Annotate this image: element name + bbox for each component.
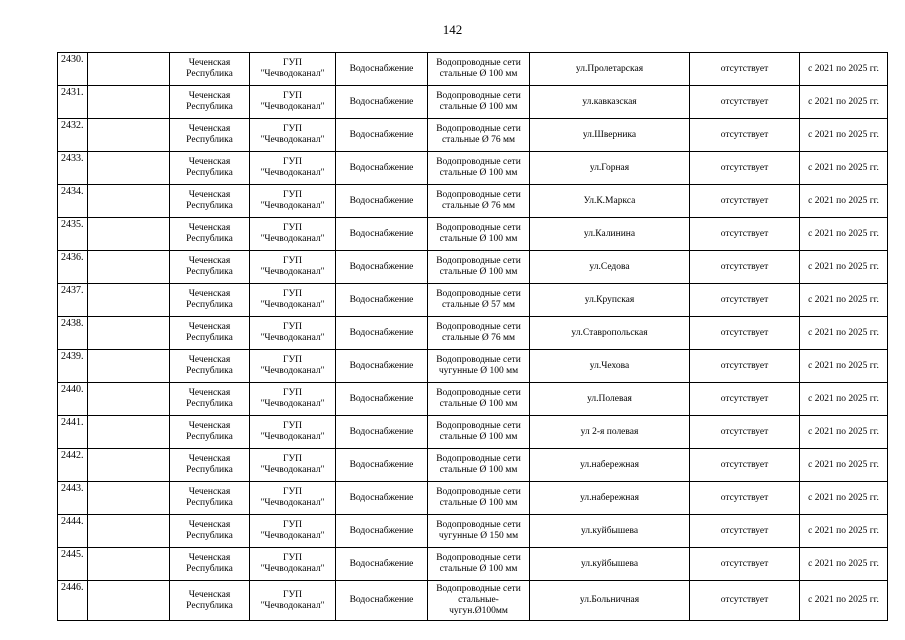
cell-service: Водоснабжение bbox=[336, 548, 428, 581]
cell-region: Чеченская Республика bbox=[170, 383, 250, 416]
cell-region: Чеченская Республика bbox=[170, 548, 250, 581]
cell-blank bbox=[88, 416, 170, 449]
cell-service: Водоснабжение bbox=[336, 218, 428, 251]
cell-street: ул.Чехова bbox=[530, 350, 690, 383]
cell-street: ул 2-я полевая bbox=[530, 416, 690, 449]
cell-street: ул.набережная bbox=[530, 482, 690, 515]
cell-blank bbox=[88, 581, 170, 621]
cell-object: Водопроводные сети стальные Ø 76 мм bbox=[428, 317, 530, 350]
cell-organization: ГУП "Чечводоканал" bbox=[250, 185, 336, 218]
cell-region: Чеченская Республика bbox=[170, 185, 250, 218]
cell-region: Чеченская Республика bbox=[170, 317, 250, 350]
cell-service: Водоснабжение bbox=[336, 581, 428, 621]
cell-object: Водопроводные сети стальные Ø 57 мм bbox=[428, 284, 530, 317]
cell-service: Водоснабжение bbox=[336, 317, 428, 350]
cell-status: отсутствует bbox=[690, 152, 800, 185]
cell-blank bbox=[88, 482, 170, 515]
cell-object: Водопроводные сети стальные Ø 100 мм bbox=[428, 416, 530, 449]
cell-region: Чеченская Республика bbox=[170, 449, 250, 482]
cell-period: с 2021 по 2025 гг. bbox=[800, 515, 888, 548]
cell-number: 2434. bbox=[58, 185, 88, 218]
cell-status: отсутствует bbox=[690, 284, 800, 317]
cell-period: с 2021 по 2025 гг. bbox=[800, 119, 888, 152]
cell-object: Водопроводные сети стальные Ø 100 мм bbox=[428, 482, 530, 515]
cell-blank bbox=[88, 218, 170, 251]
cell-street: ул.Шверника bbox=[530, 119, 690, 152]
cell-number: 2436. bbox=[58, 251, 88, 284]
cell-region: Чеченская Республика bbox=[170, 218, 250, 251]
cell-object: Водопроводные сети стальные Ø 100 мм bbox=[428, 218, 530, 251]
cell-blank bbox=[88, 317, 170, 350]
cell-number: 2435. bbox=[58, 218, 88, 251]
cell-number: 2442. bbox=[58, 449, 88, 482]
cell-street: ул.Горная bbox=[530, 152, 690, 185]
cell-street: ул.набережная bbox=[530, 449, 690, 482]
cell-period: с 2021 по 2025 гг. bbox=[800, 383, 888, 416]
cell-organization: ГУП "Чечводоканал" bbox=[250, 218, 336, 251]
table-row bbox=[58, 515, 888, 548]
table-row bbox=[58, 185, 888, 218]
table-row bbox=[58, 218, 888, 251]
cell-organization: ГУП "Чечводоканал" bbox=[250, 317, 336, 350]
table-row bbox=[58, 86, 888, 119]
cell-region: Чеченская Республика bbox=[170, 581, 250, 621]
cell-status: отсутствует bbox=[690, 449, 800, 482]
table-row bbox=[58, 449, 888, 482]
cell-period: с 2021 по 2025 гг. bbox=[800, 548, 888, 581]
cell-status: отсутствует bbox=[690, 548, 800, 581]
cell-service: Водоснабжение bbox=[336, 152, 428, 185]
cell-object: Водопроводные сети стальные Ø 76 мм bbox=[428, 119, 530, 152]
cell-street: ул.Пролетарская bbox=[530, 53, 690, 86]
cell-organization: ГУП "Чечводоканал" bbox=[250, 581, 336, 621]
table-row bbox=[58, 317, 888, 350]
table-row bbox=[58, 53, 888, 86]
table-row bbox=[58, 482, 888, 515]
cell-service: Водоснабжение bbox=[336, 449, 428, 482]
cell-region: Чеченская Республика bbox=[170, 86, 250, 119]
cell-period: с 2021 по 2025 гг. bbox=[800, 416, 888, 449]
cell-service: Водоснабжение bbox=[336, 251, 428, 284]
cell-object: Водопроводные сети стальные Ø 100 мм bbox=[428, 383, 530, 416]
page-number: 142 bbox=[442, 22, 463, 37]
cell-region: Чеченская Республика bbox=[170, 482, 250, 515]
cell-street: ул.Полевая bbox=[530, 383, 690, 416]
cell-period: с 2021 по 2025 гг. bbox=[800, 284, 888, 317]
cell-blank bbox=[88, 515, 170, 548]
cell-status: отсутствует bbox=[690, 119, 800, 152]
cell-number: 2430. bbox=[58, 53, 88, 86]
cell-object: Водопроводные сети чугунные Ø 150 мм bbox=[428, 515, 530, 548]
cell-blank bbox=[88, 53, 170, 86]
cell-number: 2444. bbox=[58, 515, 88, 548]
cell-street: ул.Калинина bbox=[530, 218, 690, 251]
cell-street: ул.куйбышева bbox=[530, 548, 690, 581]
table-row bbox=[58, 581, 888, 621]
registry-table bbox=[57, 52, 888, 621]
cell-organization: ГУП "Чечводоканал" bbox=[250, 416, 336, 449]
cell-street: ул.Крупская bbox=[530, 284, 690, 317]
cell-blank bbox=[88, 284, 170, 317]
cell-organization: ГУП "Чечводоканал" bbox=[250, 119, 336, 152]
table-row bbox=[58, 350, 888, 383]
cell-period: с 2021 по 2025 гг. bbox=[800, 581, 888, 621]
cell-status: отсутствует bbox=[690, 350, 800, 383]
table-row bbox=[58, 284, 888, 317]
cell-number: 2437. bbox=[58, 284, 88, 317]
cell-blank bbox=[88, 548, 170, 581]
cell-organization: ГУП "Чечводоканал" bbox=[250, 86, 336, 119]
cell-status: отсутствует bbox=[690, 383, 800, 416]
cell-region: Чеченская Республика bbox=[170, 119, 250, 152]
cell-service: Водоснабжение bbox=[336, 350, 428, 383]
cell-organization: ГУП "Чечводоканал" bbox=[250, 350, 336, 383]
cell-region: Чеченская Республика bbox=[170, 515, 250, 548]
cell-number: 2438. bbox=[58, 317, 88, 350]
cell-street: ул.кавказская bbox=[530, 86, 690, 119]
cell-status: отсутствует bbox=[690, 86, 800, 119]
cell-region: Чеченская Республика bbox=[170, 284, 250, 317]
cell-number: 2433. bbox=[58, 152, 88, 185]
cell-organization: ГУП "Чечводоканал" bbox=[250, 284, 336, 317]
cell-organization: ГУП "Чечводоканал" bbox=[250, 152, 336, 185]
cell-service: Водоснабжение bbox=[336, 86, 428, 119]
table-row bbox=[58, 383, 888, 416]
cell-service: Водоснабжение bbox=[336, 185, 428, 218]
cell-region: Чеченская Республика bbox=[170, 53, 250, 86]
cell-service: Водоснабжение bbox=[336, 383, 428, 416]
cell-period: с 2021 по 2025 гг. bbox=[800, 449, 888, 482]
cell-status: отсутствует bbox=[690, 482, 800, 515]
cell-status: отсутствует bbox=[690, 218, 800, 251]
cell-blank bbox=[88, 449, 170, 482]
cell-object: Водопроводные сети стальные Ø 76 мм bbox=[428, 185, 530, 218]
cell-region: Чеченская Республика bbox=[170, 416, 250, 449]
cell-blank bbox=[88, 185, 170, 218]
cell-service: Водоснабжение bbox=[336, 482, 428, 515]
cell-organization: ГУП "Чечводоканал" bbox=[250, 449, 336, 482]
cell-object: Водопроводные сети стальные Ø 100 мм bbox=[428, 449, 530, 482]
cell-blank bbox=[88, 86, 170, 119]
cell-service: Водоснабжение bbox=[336, 53, 428, 86]
cell-organization: ГУП "Чечводоканал" bbox=[250, 548, 336, 581]
cell-object: Водопроводные сети чугунные Ø 100 мм bbox=[428, 350, 530, 383]
cell-street: ул.куйбышева bbox=[530, 515, 690, 548]
cell-number: 2439. bbox=[58, 350, 88, 383]
cell-street: ул.Ставропольская bbox=[530, 317, 690, 350]
cell-number: 2445. bbox=[58, 548, 88, 581]
cell-blank bbox=[88, 119, 170, 152]
cell-period: с 2021 по 2025 гг. bbox=[800, 218, 888, 251]
cell-status: отсутствует bbox=[690, 317, 800, 350]
cell-street: Ул.К.Маркса bbox=[530, 185, 690, 218]
cell-organization: ГУП "Чечводоканал" bbox=[250, 515, 336, 548]
cell-number: 2431. bbox=[58, 86, 88, 119]
cell-status: отсутствует bbox=[690, 416, 800, 449]
cell-object: Водопроводные сети стальные-чугун.Ø100мм bbox=[428, 581, 530, 621]
table-row bbox=[58, 152, 888, 185]
cell-object: Водопроводные сети стальные Ø 100 мм bbox=[428, 548, 530, 581]
table-row bbox=[58, 119, 888, 152]
cell-number: 2440. bbox=[58, 383, 88, 416]
cell-object: Водопроводные сети стальные Ø 100 мм bbox=[428, 86, 530, 119]
cell-number: 2432. bbox=[58, 119, 88, 152]
cell-period: с 2021 по 2025 гг. bbox=[800, 482, 888, 515]
table-row bbox=[58, 548, 888, 581]
cell-status: отсутствует bbox=[690, 185, 800, 218]
cell-region: Чеченская Республика bbox=[170, 251, 250, 284]
cell-service: Водоснабжение bbox=[336, 515, 428, 548]
cell-organization: ГУП "Чечводоканал" bbox=[250, 251, 336, 284]
cell-period: с 2021 по 2025 гг. bbox=[800, 53, 888, 86]
cell-period: с 2021 по 2025 гг. bbox=[800, 185, 888, 218]
cell-period: с 2021 по 2025 гг. bbox=[800, 317, 888, 350]
cell-service: Водоснабжение bbox=[336, 284, 428, 317]
cell-status: отсутствует bbox=[690, 251, 800, 284]
table-row bbox=[58, 416, 888, 449]
cell-service: Водоснабжение bbox=[336, 119, 428, 152]
cell-status: отсутствует bbox=[690, 515, 800, 548]
cell-street: ул.Седова bbox=[530, 251, 690, 284]
cell-blank bbox=[88, 350, 170, 383]
cell-organization: ГУП "Чечводоканал" bbox=[250, 482, 336, 515]
cell-street: ул.Больничная bbox=[530, 581, 690, 621]
cell-service: Водоснабжение bbox=[336, 416, 428, 449]
cell-object: Водопроводные сети стальные Ø 100 мм bbox=[428, 152, 530, 185]
cell-blank bbox=[88, 251, 170, 284]
cell-object: Водопроводные сети стальные Ø 100 мм bbox=[428, 251, 530, 284]
cell-number: 2441. bbox=[58, 416, 88, 449]
cell-blank bbox=[88, 152, 170, 185]
table-row bbox=[58, 251, 888, 284]
cell-number: 2446. bbox=[58, 581, 88, 621]
cell-blank bbox=[88, 383, 170, 416]
cell-organization: ГУП "Чечводоканал" bbox=[250, 383, 336, 416]
cell-period: с 2021 по 2025 гг. bbox=[800, 350, 888, 383]
cell-period: с 2021 по 2025 гг. bbox=[800, 152, 888, 185]
cell-object: Водопроводные сети стальные Ø 100 мм bbox=[428, 53, 530, 86]
cell-period: с 2021 по 2025 гг. bbox=[800, 86, 888, 119]
cell-status: отсутствует bbox=[690, 53, 800, 86]
cell-organization: ГУП "Чечводоканал" bbox=[250, 53, 336, 86]
cell-status: отсутствует bbox=[690, 581, 800, 621]
cell-number: 2443. bbox=[58, 482, 88, 515]
cell-region: Чеченская Республика bbox=[170, 152, 250, 185]
cell-region: Чеченская Республика bbox=[170, 350, 250, 383]
cell-period: с 2021 по 2025 гг. bbox=[800, 251, 888, 284]
